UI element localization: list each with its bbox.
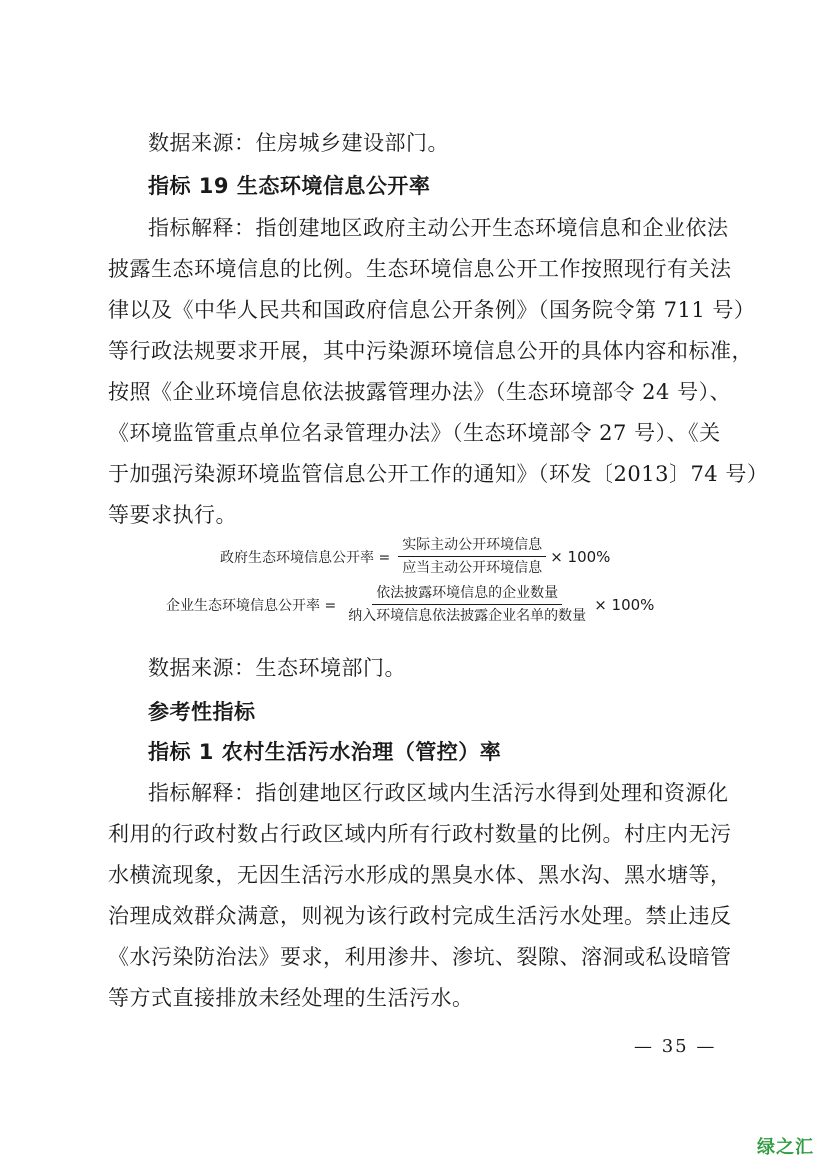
paragraph-line: 于加强污染源环境监管信息公开工作的通知》（环发〔2013〕74 号） bbox=[108, 462, 769, 486]
paragraph-line: 律以及《中华人民共和国政府信息公开条例》（国务院令第 711 号） bbox=[108, 298, 756, 322]
data-source-line: 数据来源：生态环境部门。 bbox=[148, 656, 406, 680]
paragraph-line: 《环境监管重点单位名录管理办法》（生态环境部令 27 号）、《关 bbox=[108, 421, 721, 445]
paragraph-line: 《水污染防治法》要求，利用渗井、渗坑、裂隙、溶洞或私设暗管 bbox=[108, 945, 732, 969]
paragraph-line: 利用的行政村数占行政区域内所有行政村数量的比例。村庄内无污 bbox=[108, 822, 732, 846]
indicator-heading: 指标 19 生态环境信息公开率 bbox=[148, 174, 431, 198]
formula-multiplier: × 100% bbox=[594, 595, 655, 614]
paragraph-line: 等方式直接排放未经处理的生活污水。 bbox=[108, 986, 474, 1010]
formula-government-disclosure bbox=[220, 536, 610, 577]
paragraph-line: 等行政法规要求开展，其中污染源环境信息公开的具体内容和标准， bbox=[108, 339, 753, 363]
formula-numerator: 依法披露环境信息的企业数量 bbox=[372, 584, 562, 605]
data-source-line: 数据来源：住房城乡建设部门。 bbox=[148, 131, 449, 155]
formula-enterprise-disclosure bbox=[166, 584, 654, 625]
paragraph-line: 按照《企业环境信息依法披露管理办法》（生态环境部令 24 号）、 bbox=[108, 380, 732, 404]
paragraph-line: 披露生态环境信息的比例。生态环境信息公开工作按照现行有关法 bbox=[108, 257, 732, 281]
formula-multiplier: × 100% bbox=[550, 547, 611, 566]
formula-fraction bbox=[398, 536, 546, 577]
paragraph-line: 指标解释：指创建地区行政区域内生活污水得到处理和资源化 bbox=[148, 781, 729, 805]
paragraph-line: 治理成效群众满意，则视为该行政村完成生活污水处理。禁止违反 bbox=[108, 904, 732, 928]
paragraph-line: 水横流现象，无因生活污水形成的黑臭水体、黑水沟、黑水塘等， bbox=[108, 863, 732, 887]
page-number: — 35 — bbox=[634, 1036, 717, 1057]
watermark-logo: 绿之汇 bbox=[757, 1137, 814, 1158]
formula-fraction bbox=[344, 584, 590, 625]
formula-denominator: 纳入环境信息依法披露企业名单的数量 bbox=[348, 608, 587, 624]
paragraph-line: 等要求执行。 bbox=[108, 503, 237, 527]
indicator-heading: 指标 1 农村生活污水治理（管控）率 bbox=[148, 740, 502, 764]
formula-numerator: 实际主动公开环境信息 bbox=[398, 536, 546, 557]
formula-lhs: 企业生态环境信息公开率 = bbox=[166, 597, 337, 614]
section-heading: 参考性指标 bbox=[148, 700, 256, 724]
formula-denominator: 应当主动公开环境信息 bbox=[402, 560, 543, 576]
paragraph-line: 指标解释：指创建地区政府主动公开生态环境信息和企业依法 bbox=[148, 216, 729, 240]
formula-lhs: 政府生态环境信息公开率 = bbox=[220, 549, 391, 566]
